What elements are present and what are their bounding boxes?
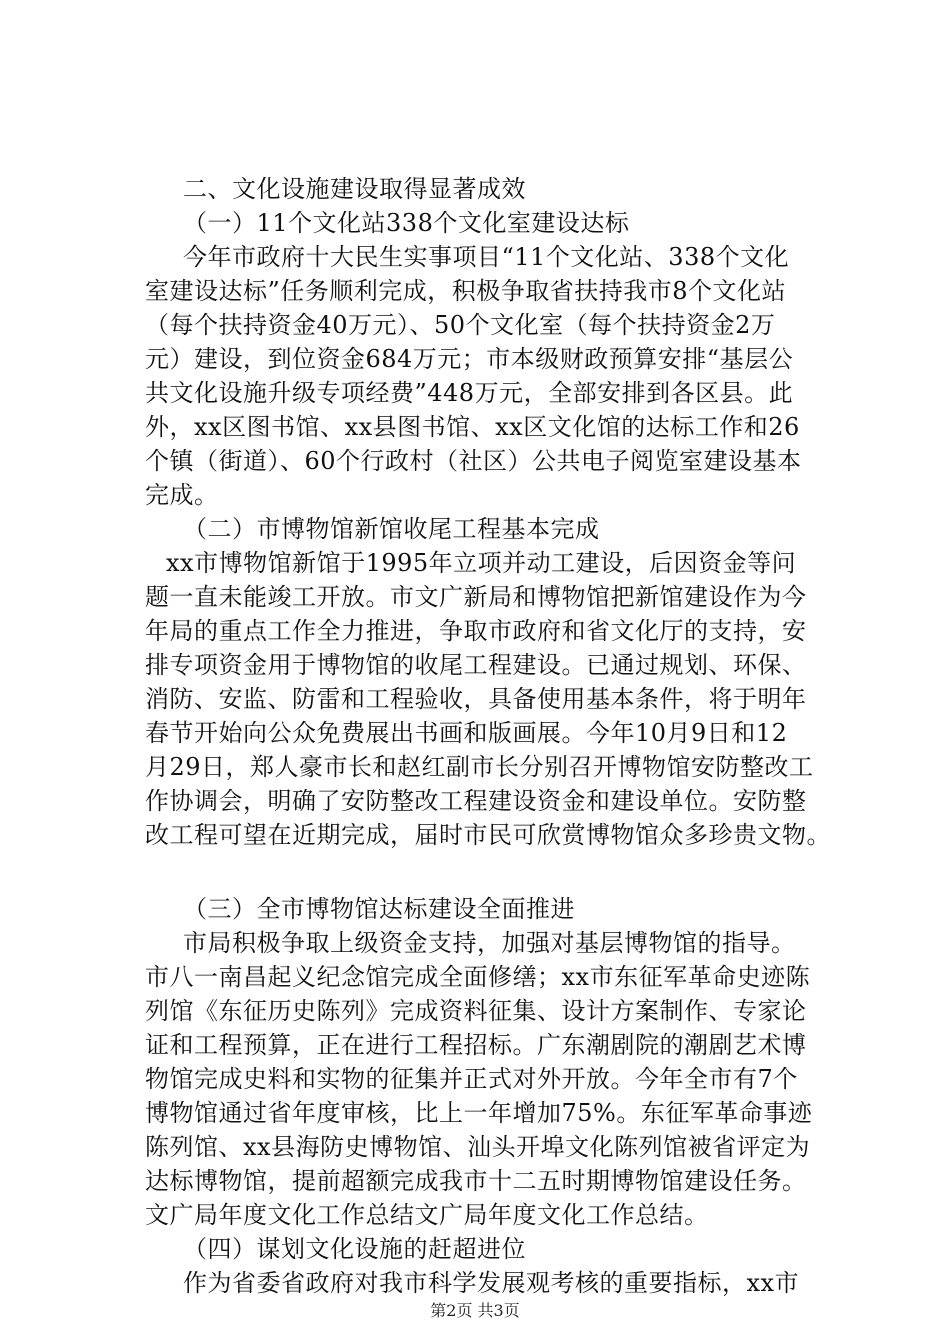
subsection-heading-3: （三）全市博物馆达标建设全面推进 xyxy=(183,895,575,923)
paragraph-line: 元）建设，到位资金684万元；市本级财政预算安排“基层公 xyxy=(145,345,794,373)
paragraph-line: 市局积极争取上级资金支持，加强对基层博物馆的指导。 xyxy=(183,929,796,957)
subsection-heading-4: （四）谋划文化设施的赶超进位 xyxy=(183,1235,526,1263)
paragraph-line: 文广局年度文化工作总结文广局年度文化工作总结。 xyxy=(145,1201,709,1229)
paragraph-line: 达标博物馆，提前超额完成我市十二五时期博物馆建设任务。 xyxy=(145,1167,807,1195)
subsection-heading-1: （一）11个文化站338个文化室建设达标 xyxy=(183,209,630,237)
paragraph-line: 个镇（街道）、60个行政村（社区）公共电子阅览室建设基本 xyxy=(145,447,802,475)
paragraph-line: 年局的重点工作全力推进，争取市政府和省文化厅的支持，安 xyxy=(145,617,807,645)
page-number-footer: 第2页 共3页 xyxy=(430,1301,520,1320)
paragraph-line: 列馆《东征历史陈列》完成资料征集、设计方案制作、专家论 xyxy=(145,997,807,1025)
paragraph-line: 排专项资金用于博物馆的收尾工程建设。已通过规划、环保、 xyxy=(145,651,807,679)
subsection-heading-2: （二）市博物馆新馆收尾工程基本完成 xyxy=(183,515,600,543)
paragraph-line: 消防、安监、防雷和工程验收，具备使用基本条件，将于明年 xyxy=(145,685,807,713)
paragraph-line: 外，xx区图书馆、xx县图书馆、xx区文化馆的达标工作和26 xyxy=(145,413,800,441)
paragraph-line: 春节开始向公众免费展出书画和版画展。今年10月9日和12 xyxy=(145,719,788,747)
paragraph-line: xx市博物馆新馆于1995年立项并动工建设，后因资金等问 xyxy=(166,549,797,577)
paragraph-line: 完成。 xyxy=(145,481,219,509)
paragraph-line: 室建设达标”任务顺利完成，积极争取省扶持我市8个文化站 xyxy=(145,277,787,305)
paragraph-line: 改工程可望在近期完成，届时市民可欣赏博物馆众多珍贵文物。 xyxy=(145,821,831,849)
paragraph-line: 题一直未能竣工开放。市文广新局和博物馆把新馆建设作为今 xyxy=(145,583,807,611)
paragraph-line: 作协调会，明确了安防整改工程建设资金和建设单位。安防整 xyxy=(145,787,807,815)
section-heading: 二、文化设施建设取得显著成效 xyxy=(183,175,526,203)
paragraph-line: 陈列馆、xx县海防史博物馆、汕头开埠文化陈列馆被省评定为 xyxy=(145,1133,811,1161)
paragraph-line: 共文化设施升级专项经费”448万元，全部安排到各区县。此 xyxy=(145,379,794,407)
paragraph-line: 物馆完成史料和实物的征集并正式对外开放。今年全市有7个 xyxy=(145,1065,798,1093)
paragraph-line: 博物馆通过省年度审核，比上一年增加75%。东征军革命事迹 xyxy=(145,1099,813,1127)
paragraph-line: 证和工程预算，正在进行工程招标。广东潮剧院的潮剧艺术博 xyxy=(145,1031,807,1059)
paragraph-line: 作为省委省政府对我市科学发展观考核的重要指标，xx市 xyxy=(183,1269,800,1297)
paragraph-line: （每个扶持资金40万元）、50个文化室（每个扶持资金2万 xyxy=(145,311,776,339)
paragraph-line: 市八一南昌起义纪念馆完成全面修缮；xx市东征军革命史迹陈 xyxy=(145,963,811,991)
paragraph-line: 今年市政府十大民生实事项目“11个文化站、338个文化 xyxy=(183,243,790,271)
paragraph-line: 月29日，郑人豪市长和赵红副市长分别召开博物馆安防整改工 xyxy=(145,753,814,781)
